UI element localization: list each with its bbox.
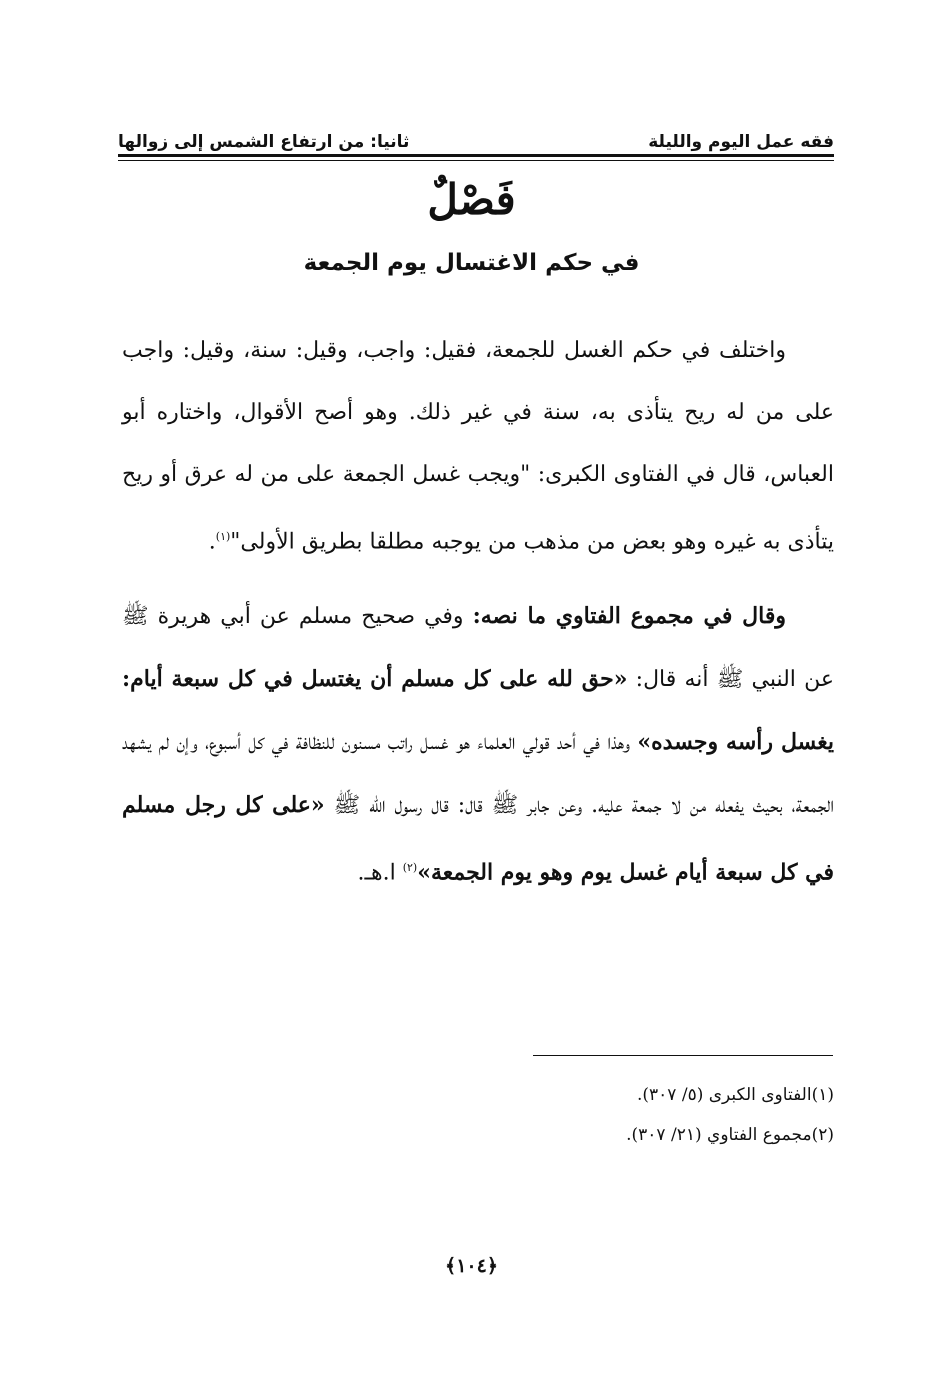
paragraph-1-end: . [208, 529, 216, 555]
paragraph-2-end: ا.هـ. [357, 860, 403, 886]
header-rule-thick [118, 154, 834, 157]
paragraph-2 [122, 585, 834, 904]
book-title: فقه عمل اليوم والليلة [648, 132, 834, 152]
footnote-ref-1: (١) [215, 530, 231, 543]
footnote-separator [533, 1055, 833, 1056]
footnote-1: (١)الفتاوى الكبرى (٥/ ٣٠٧). [636, 1085, 834, 1105]
paragraph-1-text: واختلف في حكم الغسل للجمعة، فقيل: واجب، وقيل: سنة، وقيل: واجب على من له ريح يتأذى به، سنة في غير ذلك. وهو أصح الأقوال، واختاره أبو العباس، قال في الفتاوى الكبرى: "ويجب غسل الجمعة على من له عرق أو ريح يتأذى به غيره وهو بعض من مذهب من يوجبه مطلقا بطريق الأولى" [122, 338, 834, 555]
paragraph-2-lead: وقال في مجموع الفتاوي ما نصه: [472, 603, 786, 629]
footnote-ref-2: (٢) [402, 861, 418, 874]
paragraph-2-text-a: وفي صحيح مسلم عن أبي هريرة ﷺ عن النبي ﷺ أنه قال: [122, 604, 834, 692]
header-rule-thin [118, 160, 834, 161]
section-title: ثانيا: من ارتفاع الشمس إلى زوالها [118, 132, 410, 152]
hadith-quote-2: «على كل رجل مسلم في كل سبعة أيام غسل يوم وهو يوم الجمعة» [122, 792, 834, 886]
chapter-subtitle: في حكم الاغتسال يوم الجمعة [303, 250, 640, 276]
hadith-quote-1: «حق لله على كل مسلم أن يغتسل في كل سبعة أيام: يغسل رأسه وجسده» [122, 666, 835, 755]
chapter-heading: فَصْلٌ [427, 175, 516, 224]
page-number: ﴿١٠٤﴾ [445, 1255, 498, 1277]
footnote-2: (٢)مجموع الفتاوي (٢١/ ٣٠٧). [626, 1125, 834, 1145]
paragraph-2-text-b: وهذا في أحد قولي العلماء هو غسل راتب مسنون للنظافة في كل أسبوع، وإن لم يشهد الجمعة، بحيث يفعله من لا جمعة عليه. وعن جابر ﷺ قال: قال رسول الله ﷺ [122, 730, 834, 818]
footnotes [420, 1075, 834, 1155]
paragraph-1 [122, 320, 834, 573]
